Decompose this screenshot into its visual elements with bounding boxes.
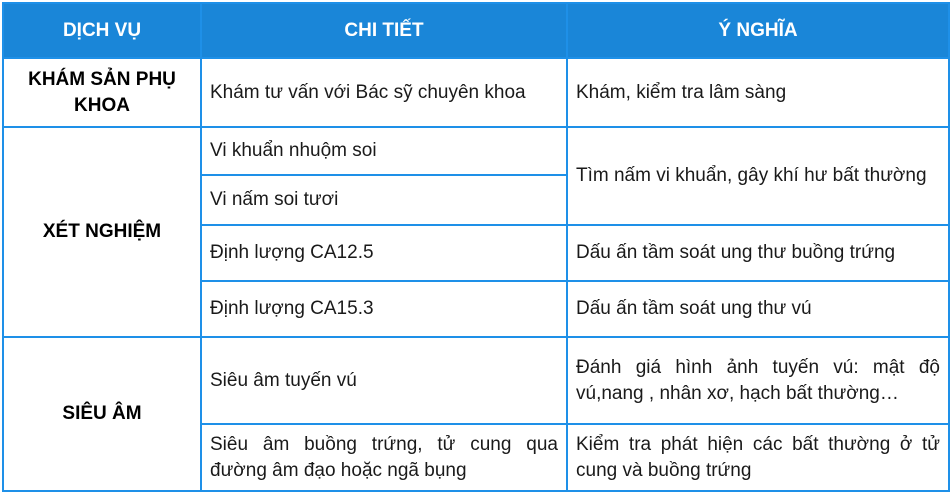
detail-cell: Siêu âm tuyến vú — [201, 337, 567, 424]
detail-cell: Vi khuẩn nhuộm soi — [201, 127, 567, 175]
header-detail: CHI TIẾT — [201, 3, 567, 58]
meaning-cell: Kiểm tra phát hiện các bất thường ở tử cung và buồng trứng — [567, 424, 949, 491]
header-meaning: Ý NGHĨA — [567, 3, 949, 58]
meaning-cell: Khám, kiểm tra lâm sàng — [567, 58, 949, 127]
meaning-cell: Dấu ấn tầm soát ung thư buồng trứng — [567, 225, 949, 281]
table-body — [3, 58, 949, 491]
service-cell-kham: KHÁM SẢN PHỤ KHOA — [3, 58, 201, 127]
meaning-cell: Đánh giá hình ảnh tuyến vú: mật độ vú,nang , nhân xơ, hạch bất thường… — [567, 337, 949, 424]
detail-cell: Vi nấm soi tươi — [201, 175, 567, 225]
detail-cell: Khám tư vấn với Bác sỹ chuyên khoa — [201, 58, 567, 127]
meaning-cell: Tìm nấm vi khuẩn, gây khí hư bất thường — [567, 127, 949, 225]
header-service: DỊCH VỤ — [3, 3, 201, 58]
meaning-cell: Dấu ấn tầm soát ung thư vú — [567, 281, 949, 337]
detail-cell: Định lượng CA12.5 — [201, 225, 567, 281]
service-cell-sieuam: SIÊU ÂM — [3, 337, 201, 491]
service-cell-xetnghiem: XÉT NGHIỆM — [3, 127, 201, 337]
table-header — [3, 3, 949, 58]
header-row — [3, 3, 949, 58]
table-row — [3, 58, 949, 127]
table-row — [3, 337, 949, 424]
detail-cell: Siêu âm buồng trứng, tử cung qua đường âm đạo hoặc ngã bụng — [201, 424, 567, 491]
detail-cell: Định lượng CA15.3 — [201, 281, 567, 337]
services-table — [2, 2, 950, 492]
table-row — [3, 127, 949, 175]
